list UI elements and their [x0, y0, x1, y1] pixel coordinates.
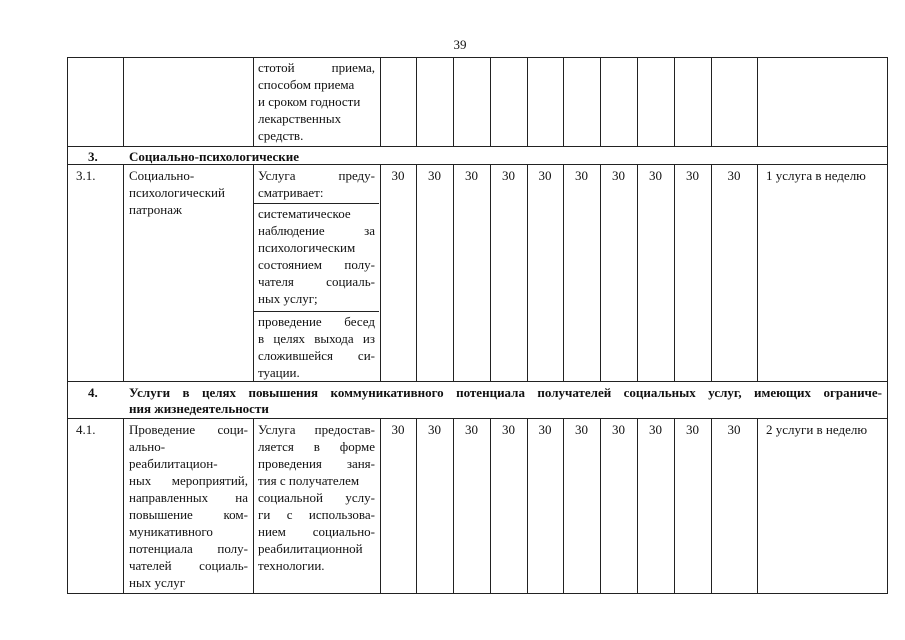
- section-title-line: Услуги в целях повышения коммуникативного потенциала получателей социальных услуг, имеющих ограниче-: [129, 385, 882, 400]
- column-divider: [123, 418, 124, 594]
- column-divider: [123, 57, 124, 147]
- column-divider: [563, 164, 564, 382]
- column-divider: [453, 57, 454, 147]
- service-desc-line: технологии.: [258, 558, 325, 573]
- service-desc-line: ги с использова-: [258, 507, 375, 522]
- column-divider: [380, 57, 381, 147]
- column-divider: [253, 57, 254, 147]
- row-divider: [67, 418, 888, 419]
- value-cell: 30: [686, 168, 699, 183]
- column-divider: [416, 57, 417, 147]
- service-name-line: ных мероприятий,: [129, 473, 248, 488]
- service-name-line: психологический: [129, 185, 225, 200]
- column-divider: [527, 164, 528, 382]
- service-name-line: патронаж: [129, 202, 182, 217]
- service-desc-line: сложившейся си-: [258, 348, 375, 363]
- value-cell: 30: [727, 168, 741, 183]
- service-name-line: ально-: [129, 439, 166, 454]
- row-divider: [67, 381, 888, 382]
- column-divider: [490, 164, 491, 382]
- value-cell: 30: [428, 168, 441, 183]
- column-divider: [637, 164, 638, 382]
- column-divider: [674, 57, 675, 147]
- service-name-line: направленных на: [129, 490, 248, 505]
- service-name-line: муникативного: [129, 524, 213, 539]
- column-divider: [757, 164, 758, 382]
- value-cell: 30: [649, 168, 662, 183]
- value-cell: 30: [686, 422, 699, 437]
- service-name-line: потенциала полу-: [129, 541, 248, 556]
- column-divider: [527, 418, 528, 594]
- column-divider: [711, 418, 712, 594]
- value-cell: 30: [538, 422, 552, 437]
- service-desc-line: чателя социаль-: [258, 274, 375, 289]
- table-top-border: [67, 57, 888, 58]
- service-desc-line: туации.: [258, 365, 300, 380]
- section-title-line: ния жизнедеятельности: [129, 401, 269, 416]
- service-desc-line: в целях выхода из: [258, 331, 375, 346]
- column-divider: [123, 164, 124, 382]
- text-line: лекарственных: [258, 111, 342, 126]
- service-name-line: реабилитацион-: [129, 456, 218, 471]
- column-divider: [416, 164, 417, 382]
- column-divider: [600, 57, 601, 147]
- service-desc-line: ляется в форме: [258, 439, 375, 454]
- column-divider: [674, 164, 675, 382]
- text-line: и сроком годности: [258, 94, 361, 109]
- column-divider: [253, 418, 254, 594]
- column-divider: [757, 418, 758, 594]
- column-divider: [563, 57, 564, 147]
- cell-divider: [253, 311, 379, 312]
- value-cell: 30: [391, 422, 405, 437]
- row-number: 4.1.: [76, 422, 96, 437]
- column-divider: [453, 164, 454, 382]
- column-divider: [887, 57, 888, 594]
- value-cell: 30: [612, 168, 625, 183]
- service-desc-line: социальной услу-: [258, 490, 375, 505]
- column-divider: [416, 418, 417, 594]
- service-desc-line: Услуга предостав-: [258, 422, 375, 437]
- column-divider: [637, 57, 638, 147]
- value-cell: 30: [502, 422, 515, 437]
- row-number: 3.1.: [76, 168, 96, 183]
- service-desc-line: психологическим: [258, 240, 356, 255]
- service-desc-line: состоянием полу-: [258, 257, 375, 272]
- row-divider: [67, 146, 888, 147]
- column-divider: [490, 57, 491, 147]
- service-desc-line: сматривает:: [258, 185, 324, 200]
- frequency: 2 услуги в неделю: [766, 422, 868, 437]
- text-line: способом приема: [258, 77, 355, 92]
- value-cell: 30: [575, 168, 588, 183]
- service-name-line: Проведение соци-: [129, 422, 248, 437]
- column-divider: [380, 164, 381, 382]
- service-desc-line: тия с получателем: [258, 473, 360, 488]
- value-cell: 30: [428, 422, 441, 437]
- value-cell: 30: [502, 168, 515, 183]
- service-desc-line: Услуга преду-: [258, 168, 375, 183]
- section-number: 4.: [88, 385, 98, 400]
- service-name-line: Социально-: [129, 168, 195, 183]
- value-cell: 30: [649, 422, 662, 437]
- value-cell: 30: [538, 168, 552, 183]
- cell-divider: [253, 203, 379, 204]
- service-desc-line: реабилитационной: [258, 541, 363, 556]
- value-cell: 30: [465, 422, 478, 437]
- column-divider: [711, 164, 712, 382]
- text-line: средств.: [258, 128, 304, 143]
- column-divider: [600, 418, 601, 594]
- page-number: 39: [453, 37, 467, 52]
- service-desc-line: нием социально-: [258, 524, 375, 539]
- section-number: 3.: [88, 149, 98, 164]
- service-desc-line: проведение бесед: [258, 314, 375, 329]
- column-divider: [253, 164, 254, 382]
- value-cell: 30: [575, 422, 588, 437]
- column-divider: [380, 418, 381, 594]
- column-divider: [490, 418, 491, 594]
- table-bottom-border: [67, 593, 888, 594]
- service-desc-line: проведения заня-: [258, 456, 375, 471]
- value-cell: 30: [727, 422, 741, 437]
- column-divider: [527, 57, 528, 147]
- column-divider: [637, 418, 638, 594]
- column-divider: [563, 418, 564, 594]
- column-divider: [757, 57, 758, 147]
- service-desc-line: наблюдение за: [258, 223, 375, 238]
- frequency: 1 услуга в неделю: [766, 168, 866, 183]
- section-title: Социально-психологические: [129, 149, 300, 164]
- column-divider: [711, 57, 712, 147]
- service-name-line: чателей социаль-: [129, 558, 248, 573]
- service-desc-line: ных услуг;: [258, 291, 318, 306]
- column-divider: [600, 164, 601, 382]
- service-name-line: ных услуг: [129, 575, 186, 590]
- value-cell: 30: [391, 168, 405, 183]
- service-name-line: повышение ком-: [129, 507, 248, 522]
- column-divider: [674, 418, 675, 594]
- service-desc-line: систематическое: [258, 206, 351, 221]
- column-divider: [67, 57, 68, 594]
- value-cell: 30: [612, 422, 625, 437]
- value-cell: 30: [465, 168, 478, 183]
- column-divider: [453, 418, 454, 594]
- text-line: стотой приема,: [258, 60, 375, 75]
